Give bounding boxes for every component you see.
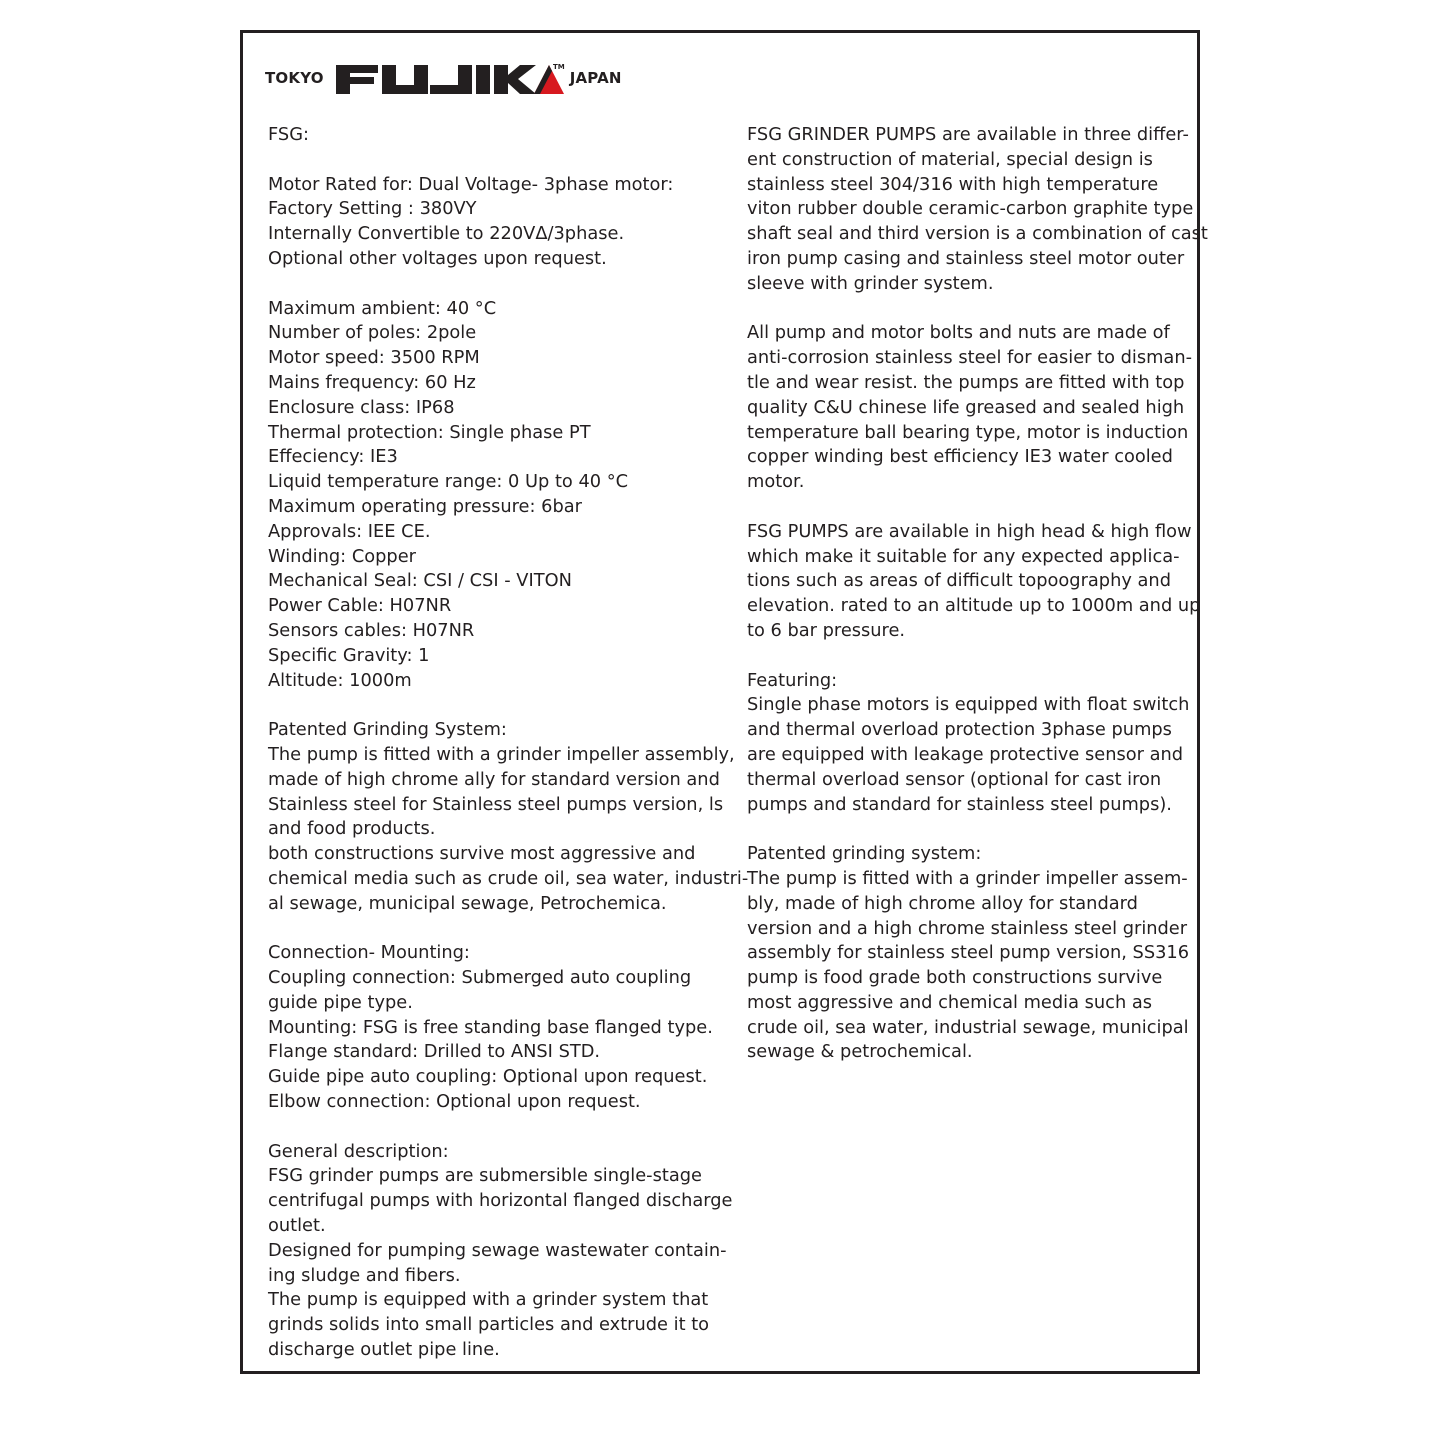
text-line: ing sludge and fibers. [268,1264,461,1286]
text-line: outlet. [268,1215,326,1237]
text-line: quality C&U chinese life greased and sealed high [747,396,1185,418]
text-line: ent construction of material, special design is [747,148,1153,170]
text-line: which make it suitable for any expected applica- [747,545,1180,567]
text-line: shaft seal and third version is a combination of cast [747,223,1208,245]
blank-line [747,644,1192,669]
logo-city-tokyo: TOKYO [265,69,324,87]
text-line: Mains frequency: 60 Hz [268,371,476,393]
blank-line [747,817,1192,842]
text-line: Maximum ambient: 40 °C [268,297,497,319]
text-line: Thermal protection: Single phase PT [268,421,591,443]
blank-line [268,272,723,297]
text-line: FSG: [268,124,309,145]
blank-line [747,495,1192,520]
text-line: both constructions survive most aggressive and [268,843,696,865]
right-column [747,123,1208,1065]
text-line: Patented Grinding System: [268,719,507,741]
text-line: Elbow connection: Optional upon request. [268,1091,641,1113]
text-line: Featuring: [747,669,838,691]
blank-line [268,148,723,173]
text-line: FSG grinder pumps are submersible single-stage [268,1165,702,1187]
trademark-mark: TM [552,63,565,71]
text-line: Mechanical Seal: CSI / CSI - VITON [268,570,572,592]
text-line: Stainless steel for Stainless steel pumps version, ls [268,793,724,815]
text-line: guide pipe type. [268,991,413,1013]
text-line: tions such as areas of difficult topoography and [747,570,1171,592]
text-line: sewage & petrochemical. [747,1041,973,1063]
text-line: discharge outlet pipe line. [268,1339,500,1361]
text-line: Altitude: 1000m [268,669,412,691]
text-line: Internally Convertible to 220VΔ/3phase. [268,223,625,245]
text-line: Sensors cables: H07NR [268,619,475,641]
text-line: sleeve with grinder system. [747,272,994,294]
text-line: Number of poles: 2pole [268,322,477,344]
text-line: motor. [747,471,805,493]
text-line: Maximum operating pressure: 6bar [268,495,582,517]
text-line: iron pump casing and stainless steel motor outer [747,247,1185,269]
text-line: Designed for pumping sewage wastewater contain- [268,1239,727,1261]
text-line: elevation. rated to an altitude up to 1000m and up [747,595,1201,617]
text-line: Approvals: IEE CE. [268,520,431,542]
text-line: FSG PUMPS are available in high head & high flow [747,520,1192,542]
text-line: Effeciency: IE3 [268,446,398,468]
text-line: viton rubber double ceramic-carbon graphite type [747,198,1194,220]
text-line: Connection- Mounting: [268,942,470,964]
text-line: Guide pipe auto coupling: Optional upon request. [268,1066,708,1088]
text-line: Motor speed: 3500 RPM [268,347,480,369]
text-line: assembly for stainless steel pump version, SS316 [747,942,1190,964]
text-line: Optional other voltages upon request. [268,247,607,269]
brand-logo [265,58,622,98]
text-line: Coupling connection: Submerged auto coupling [268,967,692,989]
text-line: Power Cable: H07NR [268,595,452,617]
text-line: made of high chrome ally for standard version and [268,768,720,790]
text-line: and food products. [268,818,436,840]
text-line: temperature ball bearing type, motor is induction [747,421,1189,443]
text-line: stainless steel 304/316 with high temperature [747,173,1159,195]
blank-line [268,917,723,942]
text-line: Factory Setting : 380VY [268,198,477,220]
text-line: General description: [268,1140,449,1162]
blank-line [747,297,1192,322]
text-line: The pump is equipped with a grinder system that [268,1289,709,1311]
text-line: are equipped with leakage protective sensor and [747,743,1184,765]
text-line: most aggressive and chemical media such as [747,991,1153,1013]
text-line: Patented grinding system: [747,843,982,865]
text-line: FSG GRINDER PUMPS are available in three differ- [747,124,1189,145]
blank-line [268,1115,723,1140]
text-line: Mounting: FSG is free standing base flanged type. [268,1016,713,1038]
fujika-wordmark [334,61,566,95]
text-line: thermal overload sensor (optional for cast iron [747,768,1162,790]
text-line: copper winding best efficiency IE3 water cooled [747,446,1173,468]
text-line: grinds solids into small particles and extrude it to [268,1314,710,1336]
text-line: Flange standard: Drilled to ANSI STD. [268,1041,601,1063]
text-line: Single phase motors is equipped with float switch [747,694,1190,716]
text-line: Specific Gravity: 1 [268,644,430,666]
text-line: Enclosure class: IP68 [268,396,455,418]
text-line: pump is food grade both constructions survive [747,967,1163,989]
text-line: chemical media such as crude oil, sea water, industri- [268,867,749,889]
text-line: and thermal overload protection 3phase pumps [747,719,1172,741]
text-line: version and a high chrome stainless steel grinder [747,917,1188,939]
text-line: anti-corrosion stainless steel for easier to disman- [747,347,1192,369]
text-line: crude oil, sea water, industrial sewage, municipal [747,1016,1189,1038]
text-line: The pump is fitted with a grinder impeller assem- [747,867,1188,889]
text-line: pumps and standard for stainless steel pumps). [747,793,1172,815]
text-line: centrifugal pumps with horizontal flanged discharge [268,1190,733,1212]
text-line: tle and wear resist. the pumps are fitted with top [747,371,1185,393]
text-line: Liquid temperature range: 0 Up to 40 °C [268,471,629,493]
logo-city-japan: JAPAN [569,69,622,87]
blank-line [268,693,723,718]
left-column [268,123,749,1363]
text-line: All pump and motor bolts and nuts are made of [747,322,1170,344]
text-line: Winding: Copper [268,545,416,567]
text-line: The pump is fitted with a grinder impeller assembly, [268,743,735,765]
text-line: al sewage, municipal sewage, Petrochemica. [268,892,667,914]
text-line: to 6 bar pressure. [747,619,906,641]
text-line: bly, made of high chrome alloy for standard [747,892,1138,914]
text-line: Motor Rated for: Dual Voltage- 3phase motor: [268,173,674,195]
